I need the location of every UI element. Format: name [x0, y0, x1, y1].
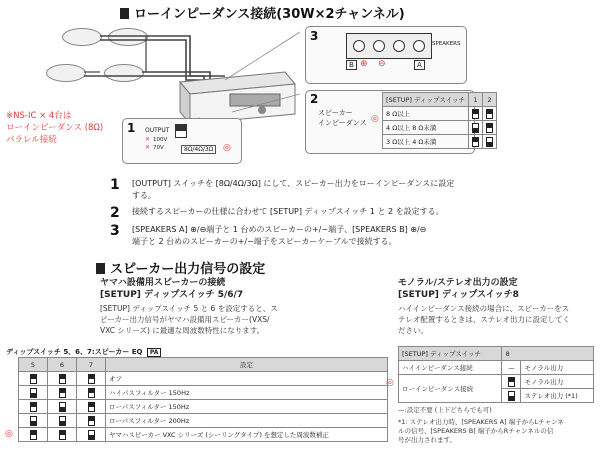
- dip-switch-icon: [30, 416, 37, 426]
- terminal-b-label: B: [346, 60, 357, 70]
- table-header-row: 5 6 7 設定: [19, 358, 388, 372]
- table-row: 3 Ω以上 4 Ω未満: [383, 135, 497, 149]
- table-row: ステレオ出力 (*1): [399, 389, 594, 403]
- table-row: 4 Ω以上 8 Ω未満: [383, 121, 497, 135]
- eq-setting-table: [18, 357, 388, 442]
- table-header-cell: [SETUP] ディップスイッチ: [383, 93, 469, 107]
- mono-stereo-desc: ハイインピーダンス接続の場合に、スピーカーをス テレオ配置するときは、ステレオ出力に設定してく ださい。: [398, 304, 571, 335]
- dip-switch-icon: [30, 402, 37, 412]
- dip-switch-icon: [88, 416, 95, 426]
- dip-switch-icon: [59, 430, 66, 440]
- table-row: ハイインピーダンス接続 — モノラル出力: [399, 361, 594, 375]
- table-row: 8 Ω以上: [383, 107, 497, 121]
- plus-mark-icon: ⊕: [360, 59, 368, 69]
- dip-switch-icon: [30, 388, 37, 398]
- dip-switch-icon: [59, 416, 66, 426]
- output-switch-icon: [175, 124, 187, 138]
- dip-switch-icon: [472, 137, 479, 147]
- dip-switch-icon: [88, 388, 95, 398]
- dip-switch-icon: [88, 402, 95, 412]
- table-row: ローインピーダンス接続 モノラル出力: [399, 375, 594, 389]
- speakers-label: SPEAKERS: [432, 41, 461, 47]
- table-row: ヤマハスピーカー VXC シリーズ (シーリングタイプ) を想定した周波数補正: [19, 428, 388, 442]
- step-item: 1 [OUTPUT] スイッチを [8Ω/4Ω/3Ω] にして、スピーカー出力をローインピーダンスに設定 する。: [110, 177, 455, 200]
- terminal-screw-icon: [353, 40, 365, 52]
- step-item: 3 [SPEAKERS A] ⊕/⊖端子と 1 台めのスピーカーの+/−端子、[SPEAKERS B] ⊕/⊖ 端子と 2 台めのスピーカーの+/−端子をスピーカーケーブルで接続する。: [110, 223, 427, 246]
- table-row: オフ: [19, 372, 388, 386]
- x-mark-icon: ✕: [145, 144, 151, 151]
- output-switch-callout: [122, 118, 242, 164]
- speaker-note: ※NS-IC × 4台は ローインピーダンス (8Ω) パラレル接続: [6, 111, 104, 145]
- step3-number: 3: [310, 29, 319, 43]
- dip-switch-icon: [472, 109, 479, 119]
- dip-switch-icon: [59, 402, 66, 412]
- table-row: ローパスフィルター 150Hz: [19, 400, 388, 414]
- low-impedance-label: 8Ω/4Ω/3Ω: [181, 145, 216, 154]
- dip-switch-icon: [508, 377, 515, 387]
- step2-number: 2: [310, 92, 319, 106]
- terminal-screw-icon: [393, 40, 405, 52]
- unneeded-note: —:設定不要 (上下どちらでも可): [398, 406, 492, 414]
- terminal-a-label: A: [414, 60, 425, 70]
- minus-mark-icon: ⊖: [378, 59, 386, 69]
- dip-switch-icon: [486, 123, 493, 133]
- dip-switch-icon: [59, 374, 66, 384]
- voltage-70v-label: 70V: [153, 145, 164, 151]
- dip-switch-icon: [486, 137, 493, 147]
- table-header-cell: 1: [468, 93, 482, 107]
- terminal-screw-icon: [373, 40, 385, 52]
- steps-list: [110, 177, 590, 251]
- dip-switch-icon: [30, 374, 37, 384]
- dip-switch-icon: [508, 391, 515, 401]
- recommended-mark-icon: ◎: [223, 143, 231, 153]
- terminal-block: [346, 33, 432, 59]
- dip-switch-icon: [30, 430, 37, 440]
- yamaha-speaker-desc: [SETUP] ディップスイッチ 5 と 6 を設定すると、ス ピーカー出力信号がヤマハ設備用スピーカー(VXS/ VXC シリーズ) に最適な周波数特性になります。: [100, 304, 278, 335]
- section2-title: スピーカー出力信号の設定: [96, 258, 265, 277]
- output-label: OUTPUT: [145, 127, 170, 134]
- table-header-row: [383, 93, 497, 107]
- mono-stereo-table: [398, 346, 594, 403]
- recommended-mark-icon: ◎: [5, 429, 13, 439]
- yamaha-speaker-heading: ヤマハ設備用スピーカーの接続 [SETUP] ディップスイッチ 5/6/7: [100, 278, 244, 300]
- section-square-icon: [96, 263, 105, 274]
- dip-switch-icon: [486, 109, 493, 119]
- stereo-footnote: *1: ステレオ出力時、[SPEAKERS A] 端子からLチャンネ ルの信号、[SPEAKERS B] 端子からRチャンネルの信 号が出力されます。: [398, 418, 564, 444]
- recommended-mark-icon: ◎: [371, 114, 379, 124]
- impedance-row-label: スピーカー インピーダンス: [318, 109, 367, 127]
- dip-switch-icon: [59, 388, 66, 398]
- impedance-setup-table: [382, 92, 497, 149]
- step-item: 2 接続するスピーカーの仕様に合わせて [SETUP] ディップスイッチ 1 と 2 を設定する。: [110, 205, 444, 221]
- terminal-screw-icon: [413, 40, 425, 52]
- section1-title: ローインピーダンス接続(30W×2チャンネル): [120, 3, 405, 22]
- table-row: ハイパスフィルター 150Hz: [19, 386, 388, 400]
- section-square-icon: [120, 8, 129, 19]
- dip-switch-icon: [472, 123, 479, 133]
- x-mark-icon: ✕: [145, 136, 151, 143]
- table-header-cell: 2: [482, 93, 496, 107]
- speaker-terminal-callout: [305, 26, 467, 84]
- pa-badge: PA: [147, 348, 162, 357]
- step1-number: 1: [127, 121, 136, 135]
- table-header-row: [SETUP] ディップスイッチ 8: [399, 347, 594, 361]
- dip-switch-icon: [88, 430, 95, 440]
- voltage-100v-label: 100V: [153, 137, 168, 143]
- mono-stereo-heading: モノラル/ステレオ出力の設定 [SETUP] ディップスイッチ8: [398, 278, 519, 300]
- dip-switch-icon: [88, 374, 95, 384]
- recommended-mark-icon: ◎: [386, 378, 394, 388]
- table-row: ローパスフィルター 200Hz: [19, 414, 388, 428]
- eq-table-caption: ディップスイッチ 5、6、7:スピーカー EQ PA: [6, 347, 161, 357]
